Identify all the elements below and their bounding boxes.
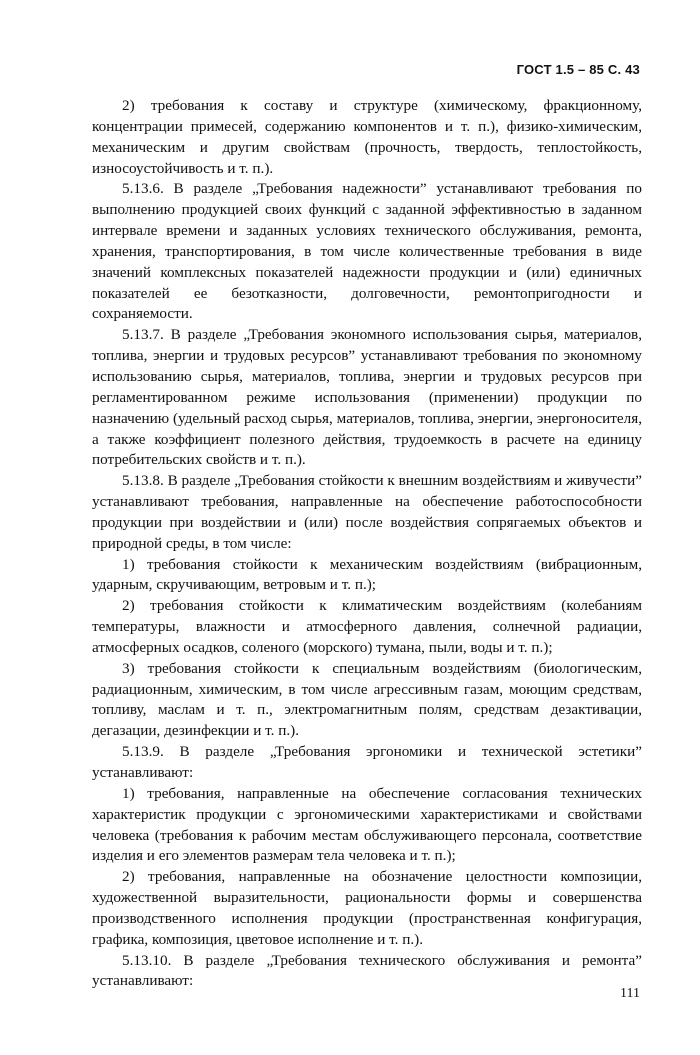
paragraph-item-3-special: 3) требования стойкости к специальным воздействиям (биологическим, радиационным, химическим, в том числе агрессивным газам, моющим средствам, топливу, маслам и т. п., электромагнитным полям, средствам дезактивации, дегазации, дезинфекции и т. п.).	[92, 659, 642, 740]
paragraph-item-2-aesthetic-reqs: 2) требования, направленные на обозначение целостности композиции, художественной выразительности, рациональности формы и совершенства производственного исполнения продукции (пространственная конфигурация, графика, композиция, цветовое исполнение и т. п.).	[92, 868, 642, 948]
paragraph-item-2-composition: 2) требования к составу и структуре (химическому, фракционному, концентрации примесей, содержанию компонентов и т. п.), физико-химическим, механическим и другим свойствам (прочность, твердость, теплостойкость, износоустойчивость и т. п.).	[92, 97, 642, 177]
paragraph-item-2-climatic: 2) требования стойкости к климатическим воздействиям (колебаниям температуры, влажности и атмосферного давления, солнечной радиации, атмосферных осадков, соленого (морского) тумана, пыли, воды и т. п.);	[92, 597, 642, 656]
body-text	[92, 96, 642, 992]
paragraph-item-1-ergonomic-reqs: 1) требования, направленные на обеспечение согласования технических характеристик продукции с эргономическими характеристиками и свойствами человека (требования к рабочим местам обслуживающего персонала, соответствие изделия и его элементов размерам тела человека и т. п.);	[92, 784, 642, 865]
paragraph-5-13-7-economy: 5.13.7. В разделе „Требования экономного использования сырья, материалов, топлива, энергии и трудовых ресурсов” устанавливают требования по экономному использованию сырья, материалов, топлива, энергии и трудовых ресурсов при регламентированном режиме использования (применении) продукции по назначению (удельный расход сырья, материалов, топлива, энергии, энергоносителя, а также коэффициент полезного действия, трудоемкость в расчете на единицу потребительских свойств и т. п.).	[92, 326, 642, 469]
page-number: 111	[620, 986, 640, 1001]
paragraph-5-13-6-reliability: 5.13.6. В разделе „Требования надежности” устанавливают требования по выполнению продукцией своих функций с заданной эффективностью в заданном интервале времени и заданных условиях технического обслуживания, ремонта, хранения, транспортирования, в том числе количественные требования в виде значений комплексных показателей надежности продукции и (или) единичных показателей ее безотказности, долговечности, ремонтопригодности и сохраняемости.	[92, 180, 642, 323]
paragraph-item-1-mechanical: 1) требования стойкости к механическим воздействиям (вибрационным, ударным, скручивающим, ветровым и т. п.);	[92, 555, 642, 594]
running-header: ГОСТ 1.5 – 85 С. 43	[516, 62, 640, 77]
paragraph-5-13-10-maintenance: 5.13.10. В разделе „Требования технического обслуживания и ремонта” устанавливают:	[92, 951, 642, 990]
paragraph-5-13-8-resistance: 5.13.8. В разделе „Требования стойкости к внешним воздействиям и живучести” устанавливают требования, направленные на обеспечение работоспособности продукции при воздействии и (или) после воздействия сопрягаемых объектов и природной среды, в том числе:	[92, 472, 642, 552]
paragraph-5-13-9-ergonomics: 5.13.9. В разделе „Требования эргономики и технической эстетики” устанавливают:	[92, 743, 642, 781]
